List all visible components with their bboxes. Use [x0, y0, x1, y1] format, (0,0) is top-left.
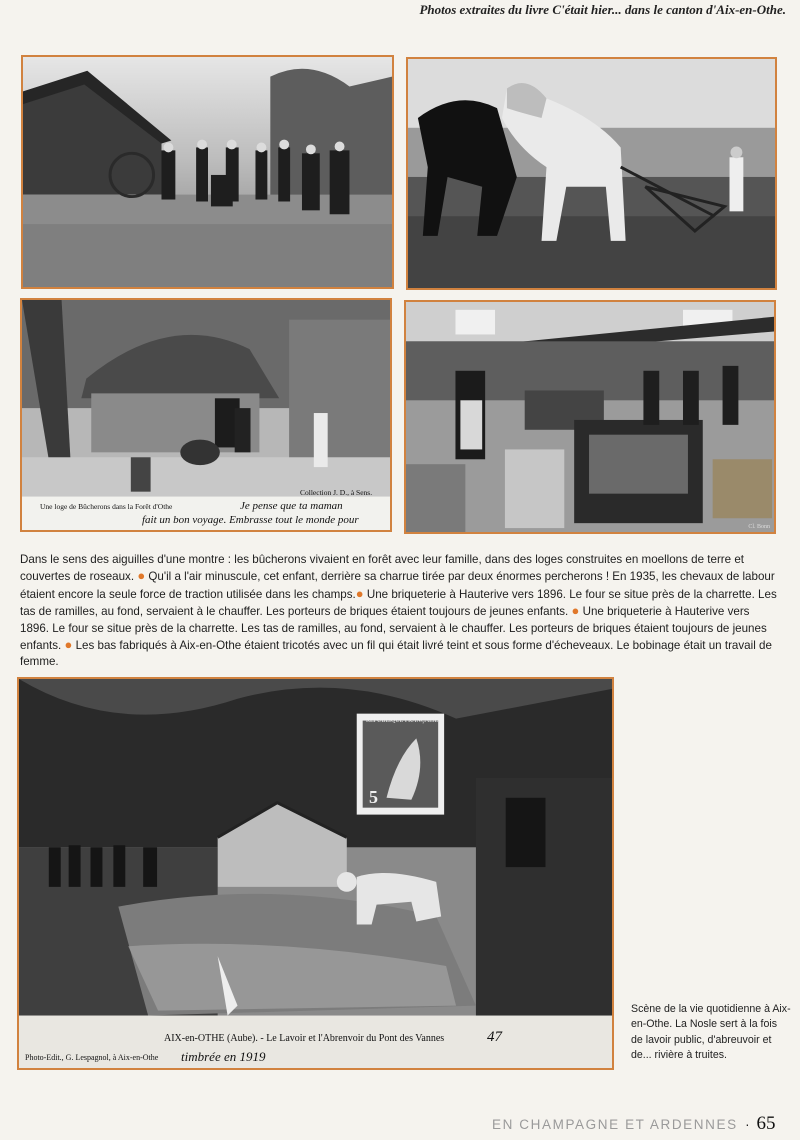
photo-captions-paragraph	[20, 552, 780, 671]
caption-part-3: Une briqueterie à Hauterive vers 1896. Le four se situe près de la charrette. Les tas de ramilles, au fond, servaient à le chauffer. Les porteurs de briques étaient toujours de jeunes enfants.	[20, 587, 777, 619]
lavoir-side-caption: Scène de la vie quotidienne à Aix-en-Othe. La Nosle sert à la fois de lavoir public, d'abreuvoir et de... rivière à truites.	[631, 1003, 791, 1062]
bullet-icon: ●	[571, 603, 580, 619]
postcard-stamp-note: timbrée en 1919	[181, 1049, 266, 1064]
stamp-value: 5	[369, 787, 378, 807]
postcard-publisher: Photo-Edit., G. Lespagnol, à Aix-en-Othe	[25, 1053, 159, 1062]
factory-image	[406, 302, 774, 532]
photo-woodcutters	[21, 55, 394, 289]
postcard-handwriting-number: 47	[487, 1029, 502, 1045]
woodcutters-image	[23, 57, 392, 287]
header-caption	[419, 2, 786, 18]
photo-plough-horses	[406, 57, 777, 290]
hut-handwriting-line-1: Je pense que ta maman	[240, 500, 343, 512]
hut-collection: Collection J. D., à Sens.	[300, 488, 373, 497]
photo-woodcutters-hut	[20, 298, 392, 532]
postcard-title-rest: Le Lavoir et l'Abrenvoir du Pont des Vannes	[266, 1033, 445, 1044]
footer-separator: ·	[745, 1117, 752, 1132]
page-footer	[492, 1113, 782, 1135]
factory-corner-mark: Cl. Bonn	[748, 524, 770, 530]
magazine-name: EN CHAMPAGNE ET ARDENNES	[492, 1117, 738, 1132]
caption-part-5: Les bas fabriqués à Aix-en-Othe étaient tricotés avec un fil qui était livré teint et sous forme d'écheveaux. Le bobinage était un travail de femme.	[20, 639, 772, 669]
bullet-icon: ●	[355, 585, 364, 601]
caption-part-2: Qu'il a l'air minuscule, cet enfant, derrière sa charrue tirée par deux énormes percherons ! En 1935, les chevaux de labour étaient encore la seule force de traction utilisée dans les champs.	[20, 570, 775, 601]
stamp-country: REPUBLIQUE FRANÇAISE	[366, 718, 439, 724]
postcard-title-dept: (Aube). -	[227, 1033, 264, 1044]
caption-book-title: C'était hier... dans le canton d'Aix-en-Othe.	[552, 2, 786, 17]
lavoir-image	[19, 679, 612, 1068]
caption-prefix: Photos extraites du livre	[419, 2, 553, 17]
page-number: 65	[756, 1113, 776, 1134]
bullet-icon: ●	[137, 568, 146, 584]
caption-part-4: Une briqueterie à Hauterive vers 1896. Le four se situe près de la charrette. Les tas de ramilles, au fond, servaient à le chauffer. Les porteurs de briques étaient toujours de jeunes enfants.	[20, 605, 767, 653]
plough-image	[408, 59, 775, 288]
bullet-icon: ●	[64, 637, 73, 653]
hut-handwriting-line-2: fait un bon voyage. Embrasse tout le monde pour	[142, 514, 359, 526]
postcard-title-place: AIX-en-OTHE	[164, 1033, 225, 1044]
photo-stocking-factory	[404, 300, 776, 534]
photo-lavoir-postcard	[17, 677, 614, 1070]
hut-inscription: Une loge de Bûcherons dans la Forêt d'Othe	[40, 502, 173, 511]
postcard-title	[164, 1033, 444, 1044]
caption-part-1: Dans le sens des aiguilles d'une montre : les bûcherons vivaient en forêt avec leur famille, dans des loges construites en moellons de terre et couvertes de roseaux.	[20, 553, 744, 584]
